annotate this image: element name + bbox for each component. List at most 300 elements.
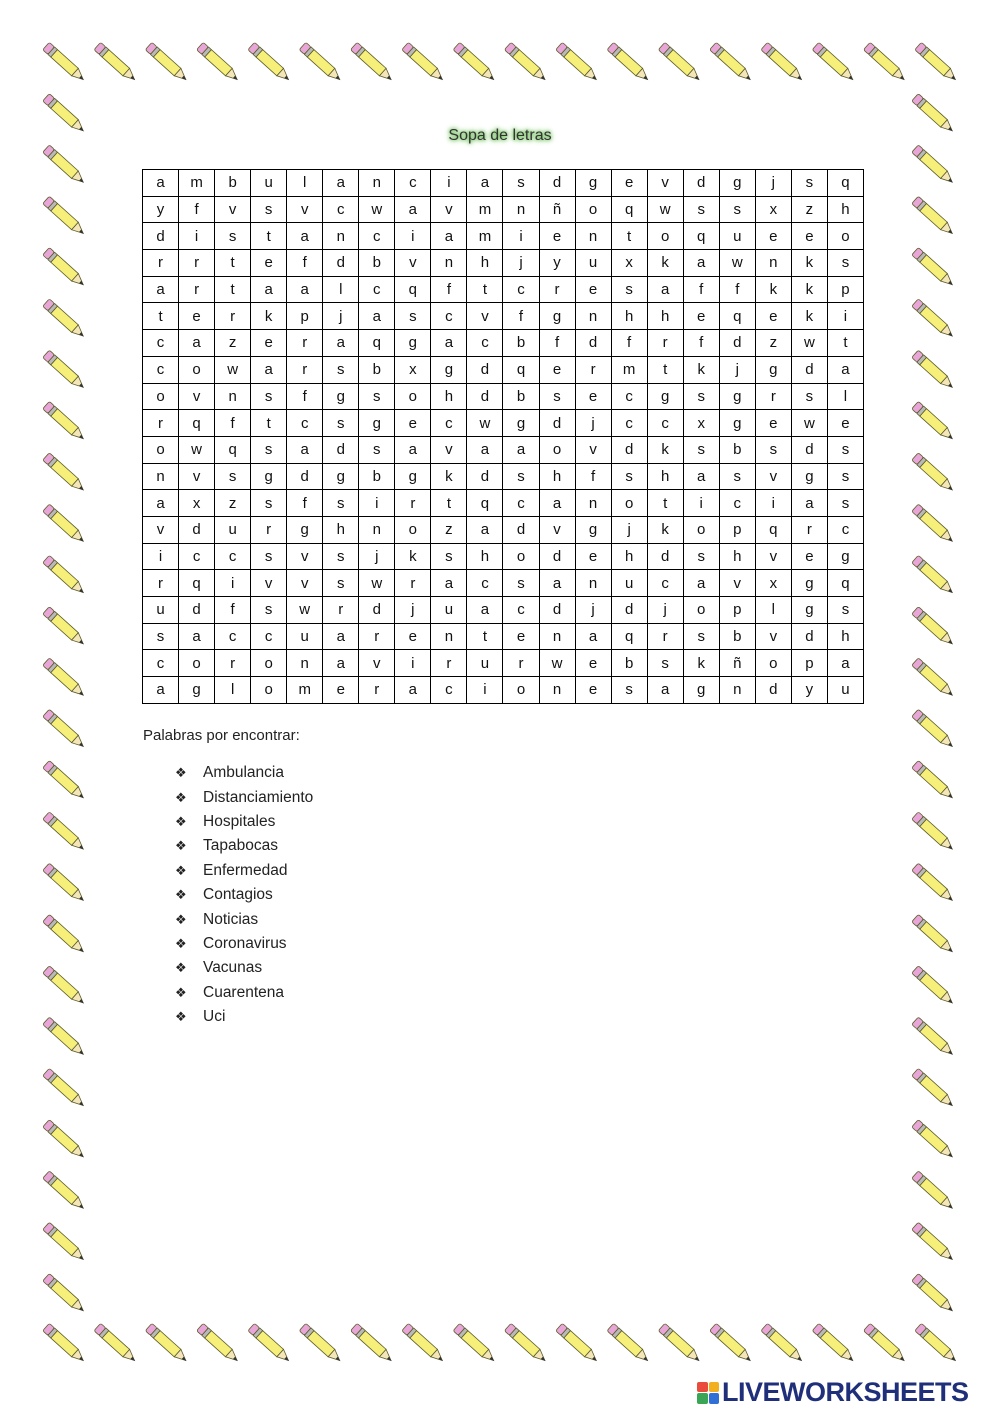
grid-cell: g: [719, 383, 755, 410]
grid-cell: u: [287, 623, 323, 650]
grid-cell: s: [683, 196, 719, 223]
grid-cell: j: [323, 303, 359, 330]
grid-cell: o: [683, 597, 719, 624]
grid-row: [143, 543, 864, 570]
grid-cell: a: [467, 516, 503, 543]
grid-cell: v: [215, 196, 251, 223]
grid-cell: a: [431, 330, 467, 357]
grid-cell: s: [791, 170, 827, 197]
grid-cell: n: [323, 223, 359, 250]
grid-cell: i: [143, 543, 179, 570]
pencil-icon: [912, 607, 957, 649]
grid-cell: x: [755, 196, 791, 223]
grid-cell: c: [503, 276, 539, 303]
words-heading: Palabras por encontrar:: [143, 727, 300, 744]
grid-cell: s: [683, 436, 719, 463]
grid-cell: a: [683, 570, 719, 597]
grid-cell: d: [467, 383, 503, 410]
grid-cell: u: [575, 250, 611, 277]
pencil-icon: [504, 42, 549, 84]
grid-row: [143, 303, 864, 330]
grid-cell: k: [647, 516, 683, 543]
pencil-icon: [43, 760, 88, 802]
grid-cell: e: [827, 410, 863, 437]
grid-row: [143, 410, 864, 437]
grid-cell: e: [575, 677, 611, 704]
grid-cell: o: [539, 436, 575, 463]
logo-square: [697, 1382, 708, 1393]
grid-cell: c: [143, 330, 179, 357]
grid-cell: q: [755, 516, 791, 543]
grid-cell: m: [467, 223, 503, 250]
grid-cell: r: [575, 356, 611, 383]
word-item: [175, 810, 313, 834]
grid-cell: h: [467, 250, 503, 277]
grid-cell: q: [467, 490, 503, 517]
grid-cell: c: [503, 597, 539, 624]
pencil-icon: [812, 42, 857, 84]
grid-cell: i: [359, 490, 395, 517]
grid-cell: n: [503, 196, 539, 223]
grid-cell: s: [323, 356, 359, 383]
grid-cell: s: [251, 490, 287, 517]
pencil-icon: [912, 247, 957, 289]
grid-cell: r: [755, 383, 791, 410]
word-label: Ambulancia: [203, 764, 284, 782]
pencil-icon: [43, 1222, 88, 1264]
grid-row: [143, 677, 864, 704]
grid-cell: d: [539, 543, 575, 570]
grid-cell: n: [431, 250, 467, 277]
grid-cell: b: [503, 383, 539, 410]
grid-cell: v: [755, 463, 791, 490]
grid-cell: d: [467, 463, 503, 490]
grid-cell: e: [503, 623, 539, 650]
grid-cell: x: [395, 356, 431, 383]
grid-cell: c: [143, 356, 179, 383]
grid-cell: c: [251, 623, 287, 650]
grid-cell: n: [359, 516, 395, 543]
grid-cell: r: [647, 623, 683, 650]
pencil-icon: [299, 42, 344, 84]
grid-cell: d: [323, 250, 359, 277]
grid-cell: a: [251, 276, 287, 303]
grid-cell: s: [827, 490, 863, 517]
grid-cell: b: [215, 170, 251, 197]
grid-cell: a: [287, 276, 323, 303]
pencil-icon: [504, 1323, 549, 1365]
grid-cell: g: [575, 516, 611, 543]
diamond-bullet-icon: ❖: [175, 984, 187, 1000]
grid-cell: n: [575, 303, 611, 330]
grid-cell: k: [683, 356, 719, 383]
grid-cell: e: [575, 276, 611, 303]
pencil-icon: [912, 863, 957, 905]
grid-cell: q: [215, 436, 251, 463]
word-item: [175, 981, 313, 1005]
grid-cell: s: [323, 490, 359, 517]
grid-cell: h: [719, 543, 755, 570]
grid-cell: x: [179, 490, 215, 517]
grid-cell: r: [791, 516, 827, 543]
grid-cell: s: [719, 463, 755, 490]
grid-cell: j: [647, 597, 683, 624]
pencil-icon: [43, 1171, 88, 1213]
grid-cell: a: [791, 490, 827, 517]
word-label: Contagios: [203, 886, 273, 904]
grid-cell: a: [467, 597, 503, 624]
pencil-icon: [912, 658, 957, 700]
grid-cell: m: [611, 356, 647, 383]
grid-cell: n: [287, 650, 323, 677]
grid-cell: g: [647, 383, 683, 410]
pencil-icon: [912, 1120, 957, 1162]
pencil-icon: [248, 1323, 293, 1365]
pencil-icon: [912, 812, 957, 854]
logo-square: [709, 1393, 720, 1404]
grid-cell: a: [179, 330, 215, 357]
grid-cell: ñ: [719, 650, 755, 677]
grid-cell: f: [611, 330, 647, 357]
grid-cell: g: [791, 570, 827, 597]
grid-cell: h: [647, 303, 683, 330]
grid-cell: s: [143, 623, 179, 650]
grid-cell: o: [575, 196, 611, 223]
grid-cell: v: [179, 383, 215, 410]
grid-cell: n: [431, 623, 467, 650]
word-list: [175, 761, 313, 1029]
grid-cell: p: [719, 597, 755, 624]
grid-cell: a: [395, 436, 431, 463]
grid-cell: v: [755, 543, 791, 570]
grid-cell: l: [287, 170, 323, 197]
grid-cell: q: [179, 410, 215, 437]
grid-cell: s: [503, 570, 539, 597]
grid-cell: j: [395, 597, 431, 624]
grid-cell: a: [143, 170, 179, 197]
pencil-icon: [43, 966, 88, 1008]
grid-cell: w: [647, 196, 683, 223]
grid-cell: v: [719, 570, 755, 597]
logo-mark-icon: [697, 1382, 719, 1404]
grid-cell: s: [323, 570, 359, 597]
pencil-icon: [145, 42, 190, 84]
grid-cell: s: [611, 677, 647, 704]
grid-cell: l: [215, 677, 251, 704]
grid-cell: h: [467, 543, 503, 570]
grid-cell: h: [539, 463, 575, 490]
grid-row: [143, 516, 864, 543]
grid-cell: l: [827, 383, 863, 410]
grid-cell: e: [791, 223, 827, 250]
pencil-icon: [658, 1323, 703, 1365]
grid-cell: a: [647, 276, 683, 303]
grid-cell: g: [719, 170, 755, 197]
grid-cell: r: [359, 623, 395, 650]
grid-cell: s: [503, 463, 539, 490]
pencil-icon: [43, 299, 88, 341]
grid-cell: e: [755, 303, 791, 330]
grid-cell: p: [287, 303, 323, 330]
pencil-icon: [710, 42, 755, 84]
grid-cell: g: [755, 356, 791, 383]
pencil-icon: [912, 1222, 957, 1264]
pencil-icon: [299, 1323, 344, 1365]
grid-cell: a: [467, 170, 503, 197]
grid-cell: f: [575, 463, 611, 490]
grid-row: [143, 223, 864, 250]
grid-cell: s: [719, 196, 755, 223]
pencil-icon: [912, 914, 957, 956]
grid-cell: d: [503, 516, 539, 543]
grid-cell: s: [791, 383, 827, 410]
grid-cell: i: [179, 223, 215, 250]
grid-cell: a: [467, 436, 503, 463]
pencil-icon: [350, 42, 395, 84]
grid-cell: r: [143, 410, 179, 437]
grid-cell: n: [539, 677, 575, 704]
grid-cell: s: [395, 303, 431, 330]
grid-row: [143, 250, 864, 277]
pencil-icon: [43, 555, 88, 597]
grid-cell: h: [323, 516, 359, 543]
grid-cell: e: [251, 330, 287, 357]
pencil-icon: [197, 1323, 242, 1365]
grid-cell: d: [179, 516, 215, 543]
grid-cell: w: [215, 356, 251, 383]
grid-cell: k: [791, 303, 827, 330]
pencil-icon: [556, 42, 601, 84]
pencil-icon: [43, 709, 88, 751]
grid-cell: k: [251, 303, 287, 330]
grid-cell: o: [143, 436, 179, 463]
grid-cell: g: [827, 543, 863, 570]
grid-cell: q: [719, 303, 755, 330]
grid-cell: n: [575, 490, 611, 517]
grid-cell: k: [647, 250, 683, 277]
word-label: Enfermedad: [203, 861, 288, 879]
grid-cell: r: [287, 330, 323, 357]
pencil-icon: [94, 42, 139, 84]
grid-cell: o: [251, 677, 287, 704]
pencil-icon: [248, 42, 293, 84]
logo-square: [697, 1393, 708, 1404]
grid-cell: f: [683, 276, 719, 303]
grid-cell: c: [647, 410, 683, 437]
grid-row: [143, 170, 864, 197]
grid-cell: i: [755, 490, 791, 517]
grid-cell: x: [611, 250, 647, 277]
pencil-icon: [912, 350, 957, 392]
grid-cell: e: [611, 170, 647, 197]
grid-cell: g: [287, 516, 323, 543]
grid-cell: j: [575, 597, 611, 624]
pencil-icon: [912, 760, 957, 802]
grid-cell: g: [395, 330, 431, 357]
grid-cell: r: [647, 330, 683, 357]
pencil-icon: [43, 247, 88, 289]
grid-cell: v: [431, 196, 467, 223]
grid-cell: c: [287, 410, 323, 437]
grid-cell: u: [143, 597, 179, 624]
grid-cell: s: [215, 223, 251, 250]
grid-cell: c: [431, 303, 467, 330]
diamond-bullet-icon: ❖: [175, 838, 187, 854]
grid-cell: g: [791, 463, 827, 490]
grid-cell: s: [323, 543, 359, 570]
grid-cell: a: [251, 356, 287, 383]
grid-cell: i: [503, 223, 539, 250]
grid-cell: s: [683, 383, 719, 410]
grid-cell: q: [827, 170, 863, 197]
grid-cell: v: [251, 570, 287, 597]
grid-cell: m: [467, 196, 503, 223]
grid-cell: v: [359, 650, 395, 677]
grid-cell: s: [251, 383, 287, 410]
word-item: [175, 883, 313, 907]
diamond-bullet-icon: ❖: [175, 887, 187, 903]
diamond-bullet-icon: ❖: [175, 935, 187, 951]
grid-cell: e: [755, 223, 791, 250]
pencil-icon: [912, 145, 957, 187]
pencil-icon: [43, 1120, 88, 1162]
grid-cell: d: [755, 677, 791, 704]
grid-cell: d: [179, 597, 215, 624]
word-label: Cuarentena: [203, 983, 285, 1001]
grid-cell: w: [539, 650, 575, 677]
grid-cell: y: [143, 196, 179, 223]
grid-cell: j: [755, 170, 791, 197]
grid-cell: s: [683, 543, 719, 570]
grid-row: [143, 490, 864, 517]
grid-cell: j: [575, 410, 611, 437]
pencil-icon: [912, 504, 957, 546]
grid-cell: w: [467, 410, 503, 437]
grid-cell: e: [575, 543, 611, 570]
grid-row: [143, 650, 864, 677]
grid-cell: b: [359, 356, 395, 383]
grid-cell: t: [215, 250, 251, 277]
grid-cell: v: [287, 570, 323, 597]
pencil-icon: [812, 1323, 857, 1365]
grid-cell: j: [503, 250, 539, 277]
grid-cell: b: [359, 463, 395, 490]
grid-row: [143, 570, 864, 597]
grid-cell: o: [503, 543, 539, 570]
word-label: Hospitales: [203, 812, 276, 830]
grid-cell: q: [395, 276, 431, 303]
grid-cell: r: [395, 490, 431, 517]
grid-cell: v: [287, 543, 323, 570]
grid-cell: m: [179, 170, 215, 197]
grid-row: [143, 196, 864, 223]
grid-cell: g: [575, 170, 611, 197]
grid-cell: j: [359, 543, 395, 570]
grid-cell: g: [719, 410, 755, 437]
pencil-icon: [761, 1323, 806, 1365]
pencil-icon: [915, 1323, 960, 1365]
word-label: Distanciamiento: [203, 788, 314, 806]
grid-cell: d: [647, 543, 683, 570]
grid-cell: v: [647, 170, 683, 197]
grid-cell: t: [647, 490, 683, 517]
grid-cell: a: [395, 677, 431, 704]
grid-cell: n: [539, 623, 575, 650]
grid-cell: q: [611, 623, 647, 650]
grid-cell: c: [503, 490, 539, 517]
grid-cell: r: [395, 570, 431, 597]
pencil-icon: [43, 1323, 88, 1365]
grid-cell: d: [143, 223, 179, 250]
grid-cell: d: [323, 436, 359, 463]
pencil-icon: [607, 42, 652, 84]
grid-cell: c: [395, 170, 431, 197]
grid-cell: d: [791, 356, 827, 383]
grid-cell: n: [755, 250, 791, 277]
grid-cell: t: [647, 356, 683, 383]
word-label: Noticias: [203, 910, 259, 928]
word-item: [175, 956, 313, 980]
diamond-bullet-icon: ❖: [175, 911, 187, 927]
grid-cell: s: [827, 250, 863, 277]
grid-cell: z: [431, 516, 467, 543]
pencil-icon: [912, 453, 957, 495]
grid-cell: f: [287, 383, 323, 410]
grid-cell: z: [215, 330, 251, 357]
grid-cell: a: [575, 623, 611, 650]
grid-cell: u: [431, 597, 467, 624]
grid-cell: q: [179, 570, 215, 597]
grid-cell: c: [431, 410, 467, 437]
pencil-icon: [556, 1323, 601, 1365]
grid-cell: n: [143, 463, 179, 490]
pencil-icon: [402, 1323, 447, 1365]
word-label: Coronavirus: [203, 934, 287, 952]
grid-cell: r: [323, 597, 359, 624]
grid-cell: a: [539, 490, 575, 517]
pencil-icon: [43, 812, 88, 854]
grid-cell: f: [431, 276, 467, 303]
grid-cell: y: [791, 677, 827, 704]
grid-cell: w: [791, 410, 827, 437]
grid-cell: a: [359, 303, 395, 330]
grid-cell: e: [755, 410, 791, 437]
grid-cell: v: [575, 436, 611, 463]
grid-cell: g: [791, 597, 827, 624]
grid-cell: t: [431, 490, 467, 517]
pencil-icon: [607, 1323, 652, 1365]
grid-cell: o: [251, 650, 287, 677]
pencil-icon: [912, 1068, 957, 1110]
grid-cell: i: [431, 170, 467, 197]
pencil-icon: [402, 42, 447, 84]
grid-cell: n: [719, 677, 755, 704]
grid-cell: e: [791, 543, 827, 570]
grid-cell: a: [323, 623, 359, 650]
grid-cell: q: [611, 196, 647, 223]
pencil-icon: [912, 299, 957, 341]
grid-cell: k: [395, 543, 431, 570]
grid-cell: r: [539, 276, 575, 303]
grid-cell: w: [287, 597, 323, 624]
grid-cell: e: [395, 623, 431, 650]
grid-row: [143, 623, 864, 650]
grid-cell: b: [719, 623, 755, 650]
word-item: [175, 761, 313, 785]
letter-grid: [142, 169, 864, 704]
grid-cell: a: [323, 170, 359, 197]
grid-cell: h: [647, 463, 683, 490]
